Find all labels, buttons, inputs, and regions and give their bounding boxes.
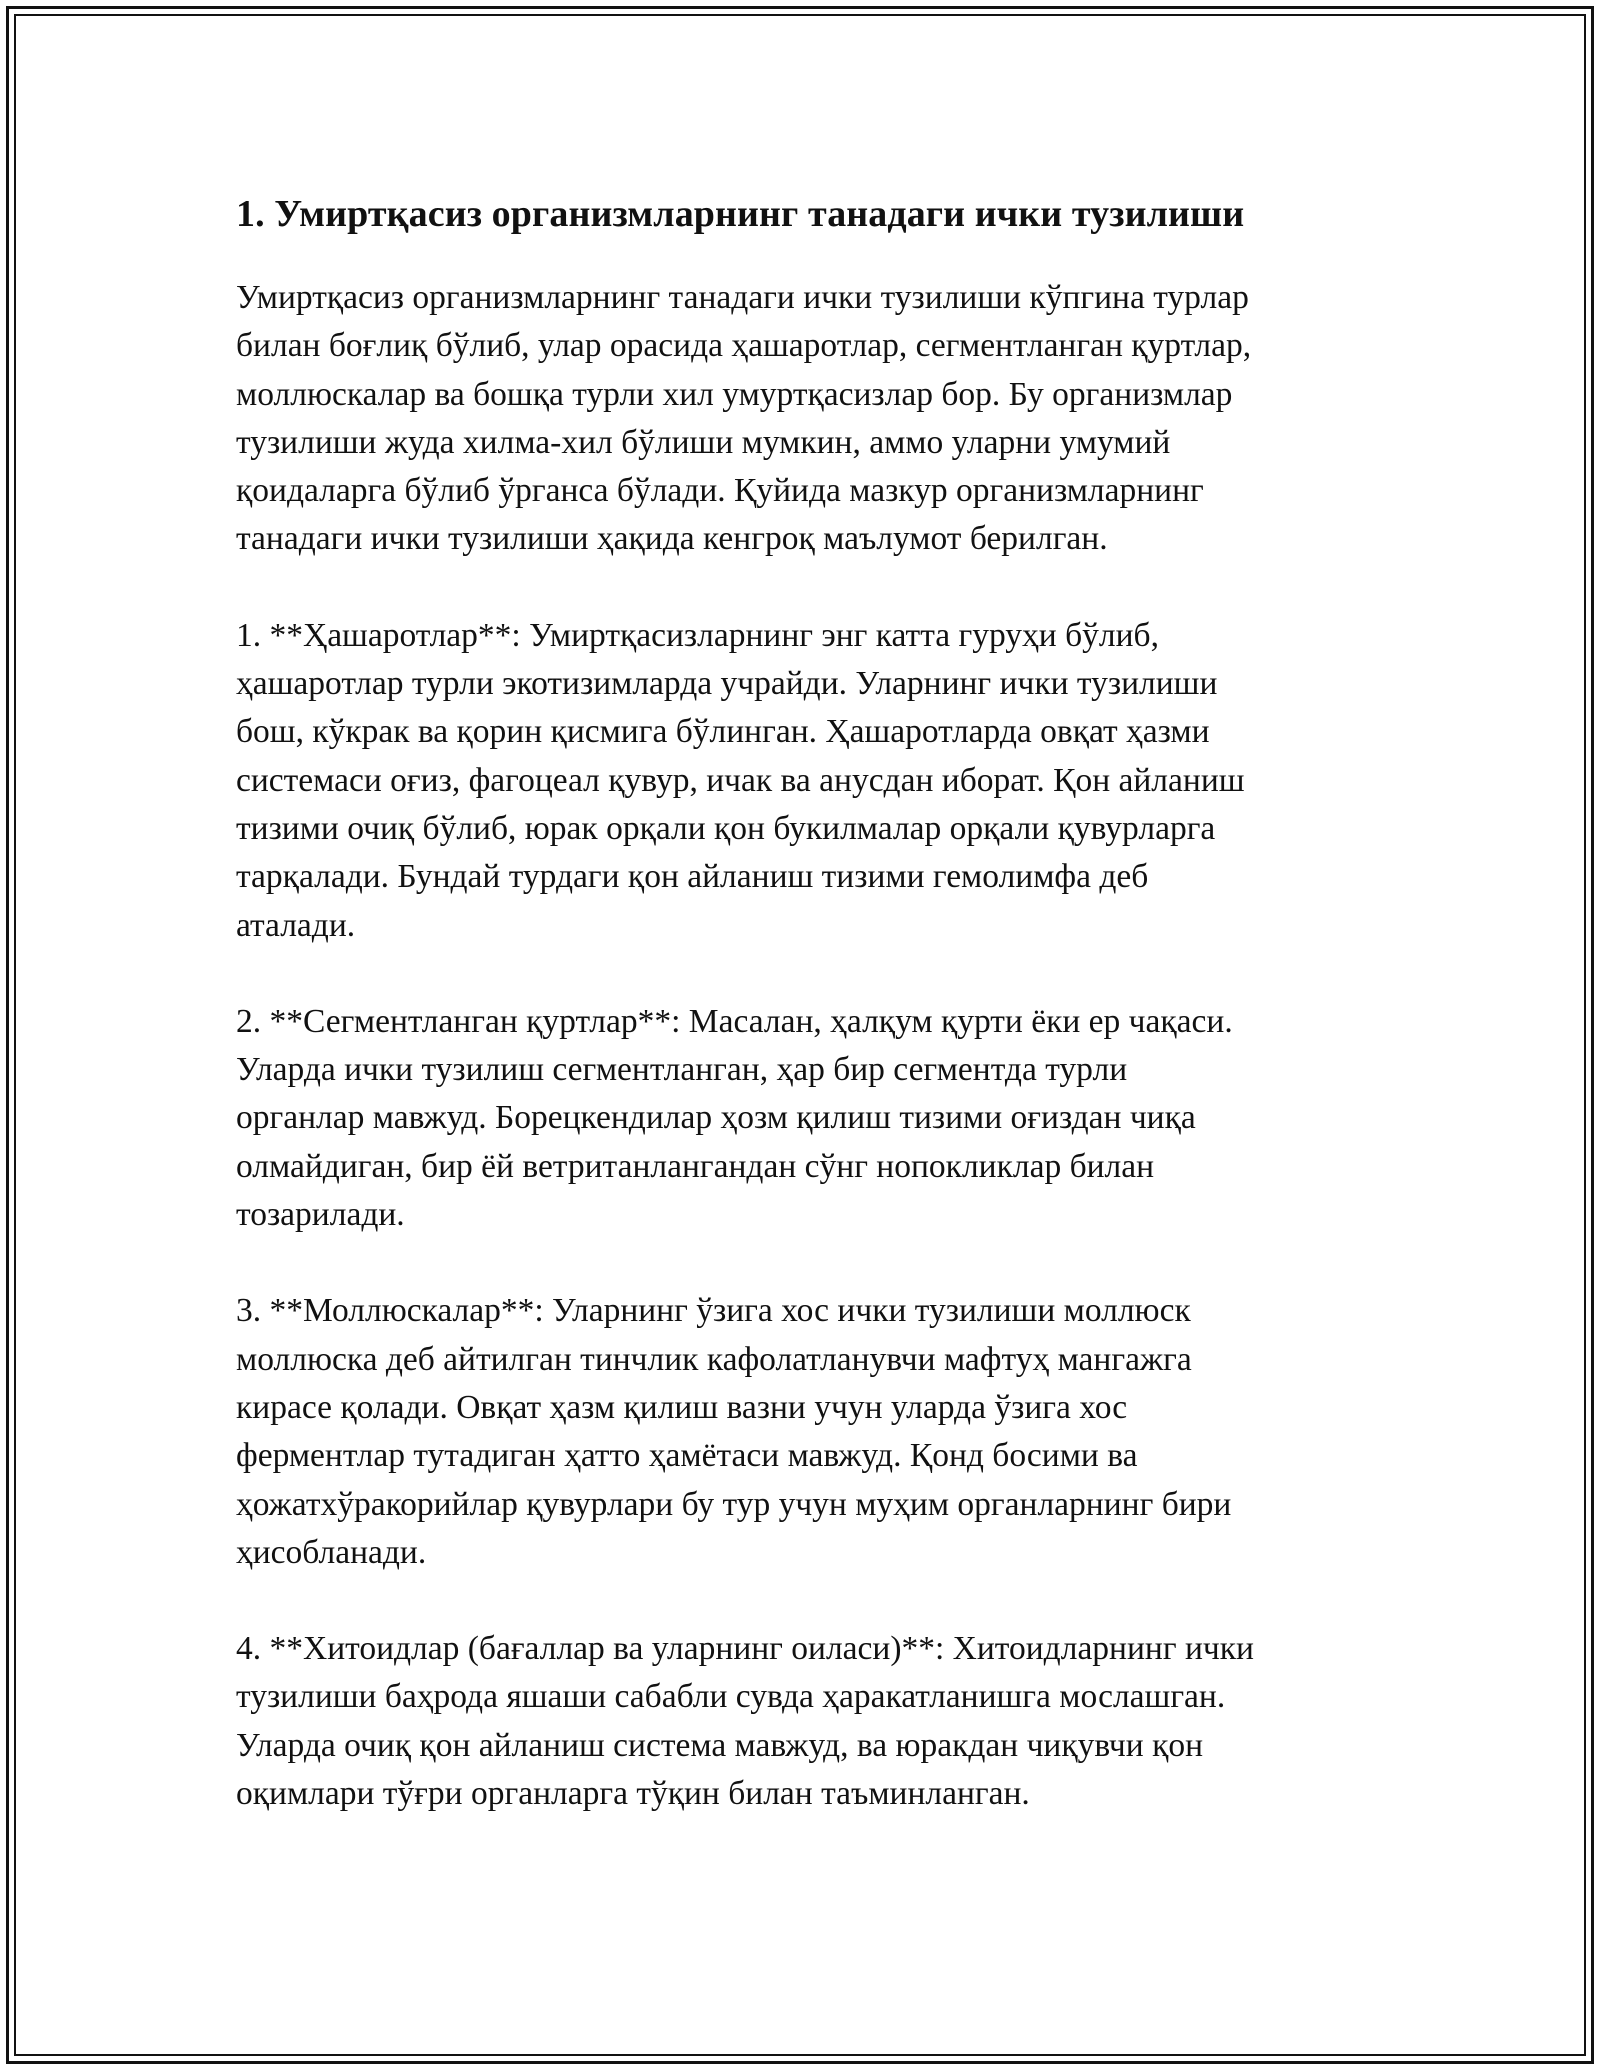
document-title: 1. Умиртқасиз организмларнинг танадаги ички тузилиши [236,193,1245,235]
paragraph-segmented-worms: 2. **Сегментланган қуртлар**: Масалан, ҳалқум қурти ёки ер чақаси. Уларда ички тузилиш сегментланган, ҳар бир сегментда турли органлар мавжуд. Борецкендилар ҳозм қилиш тизими оғиздан чиқа олмайдиган, бир ёй ветританлангандан сўнг нопокликлар билан тозарилади. [236,1002,1233,1234]
paragraph-mollusks: 3. **Моллюскалар**: Уларнинг ўзига хос ички тузилиши моллюск моллюска деб айтилган тинчлик кафолатланувчи мафтуҳ мангажга кирасе қолади. Овқат ҳазм қилиш вазни учун уларда ўзига хос ферментлар тутадиган ҳатто ҳамётаси мавжуд. Қонд босими ва ҳожатхўракорийлар қувурлари бу тур учун муҳим органларнинг бири ҳисобланади. [236,1292,1232,1571]
paragraph-chitons: 4. **Хитоидлар (бағаллар ва уларнинг оиласи)**: Хитоидларнинг ички тузилиши баҳрода яшаши сабабли сувда ҳаракатланишга мослашган. Уларда очиқ қон айланиш система мавжуд, ва юракдан чиқувчи қон оқимлари тўғри органларга тўқин билан таъминланган. [236,1630,1254,1813]
paragraph-insects: 1. **Ҳашаротлар**: Умиртқасизларнинг энг катта гуруҳи бўлиб, ҳашаротлар турли экотизимларда учрайди. Уларнинг ички тузилиши бош, кўкрак ва қорин қисмига бўлинган. Ҳашаротларда овқат ҳазми системаси оғиз, фагоцеал қувур, ичак ва анусдан иборат. Қон айланиш тизими очиқ бўлиб, юрак орқали қон букилмалар орқали қувурларга тарқалади. Бундай турдаги қон айланиш тизими гемолимфа деб аталади. [236,616,1245,944]
document-body [236,190,1360,1866]
intro-paragraph: Умиртқасиз организмларнинг танадаги ички тузилиши кўпгина турлар билан боғлиқ бўлиб, улар орасида ҳашаротлар, сегментланган қуртлар, моллюскалар ва бошқа турли хил умуртқасизлар бор. Бу организмлар тузилиши жуда хилма-хил бўлиши мумкин, аммо уларни умумий қоидаларга бўлиб ўрганса бўлади. Қуйида мазкур организмларнинг танадаги ички тузилиши ҳақида кенгроқ маълумот берилган. [236,279,1252,558]
